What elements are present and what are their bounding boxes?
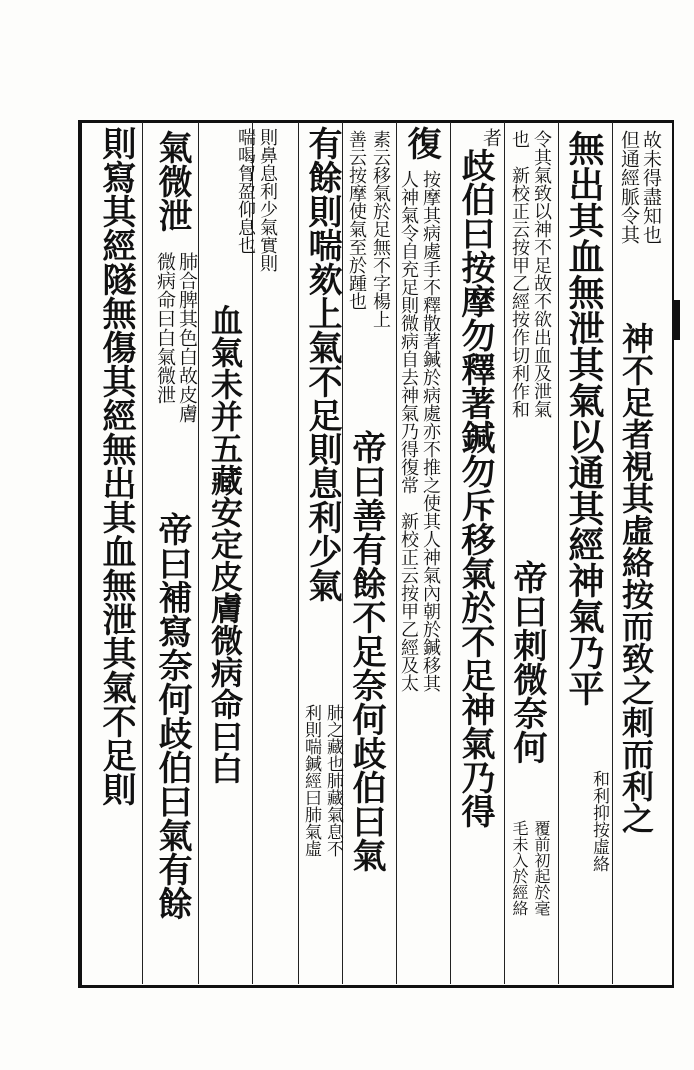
text-column: 復 — [401, 126, 441, 160]
text-column: 則寫其經隧無傷其經無出其血無泄其氣不足則 — [96, 126, 136, 806]
text-column: 素云移氣於足無不字楊上 — [370, 130, 391, 328]
text-column: 喘喝胷盈仰息也 — [235, 128, 256, 254]
text-column: 和利抑按虛絡 — [589, 770, 609, 872]
text-column: 氣微泄 — [152, 130, 192, 232]
text-column: 故未得盡知也 — [640, 130, 662, 244]
text-column: 利則喘鍼經曰肺氣虛 — [301, 704, 321, 857]
text-column: 則鼻息利少氣實則 — [257, 128, 278, 272]
text-column: 肺之藏也肺藏氣息不 — [323, 704, 343, 857]
text-column: 歧伯曰按摩勿釋著鍼勿斥移氣於不足神氣乃得 — [455, 148, 495, 828]
text-column: 帝曰補寫奈何歧伯曰氣有餘 — [152, 512, 192, 920]
binding-mark — [672, 300, 680, 340]
text-column: 神不足者視其虛絡按而致之刺而利之 — [617, 322, 655, 834]
text-column: 有餘則喘欬上氣不足則息利少氣 — [302, 126, 342, 602]
column-rule — [558, 122, 559, 984]
text-column: 無出其血無泄其氣以通其經神氣乃平 — [563, 130, 605, 706]
text-column: 按摩其病處手不釋散著鍼於病處亦不推之使其人神氣內朝於鍼移其 — [420, 170, 441, 692]
column-rule — [450, 122, 451, 984]
text-column: 人神氣令自充足則微病自去神氣乃得復常 新校正云按甲乙經及太 — [398, 170, 419, 692]
column-rule — [198, 122, 199, 984]
text-column: 但通經脈令其 — [618, 130, 640, 244]
text-column: 帝曰善有餘不足奈何歧伯曰氣 — [346, 430, 386, 872]
text-column: 毛未入於經絡 — [510, 820, 529, 916]
text-column: 血氣未并五藏安定皮膚微病命曰白 — [206, 304, 244, 784]
column-rule — [142, 122, 143, 984]
text-column: 肺合脾其色白故皮膚 — [176, 252, 198, 423]
text-column: 也 新校正云按甲乙經按作切利作和 — [509, 130, 530, 418]
column-rule — [504, 122, 505, 984]
text-column: 帝曰刺微奈何 — [507, 560, 547, 764]
text-column: 覆前初起於毫 — [532, 820, 551, 916]
text-column: 者 — [480, 128, 502, 147]
text-column: 善云按摩使氣至於踵也 — [346, 130, 367, 310]
text-column: 微病命曰白氣微泄 — [154, 252, 176, 404]
column-rule — [612, 122, 613, 984]
text-column: 令其氣致以神不足故不欲出血及泄氣 — [531, 130, 552, 418]
